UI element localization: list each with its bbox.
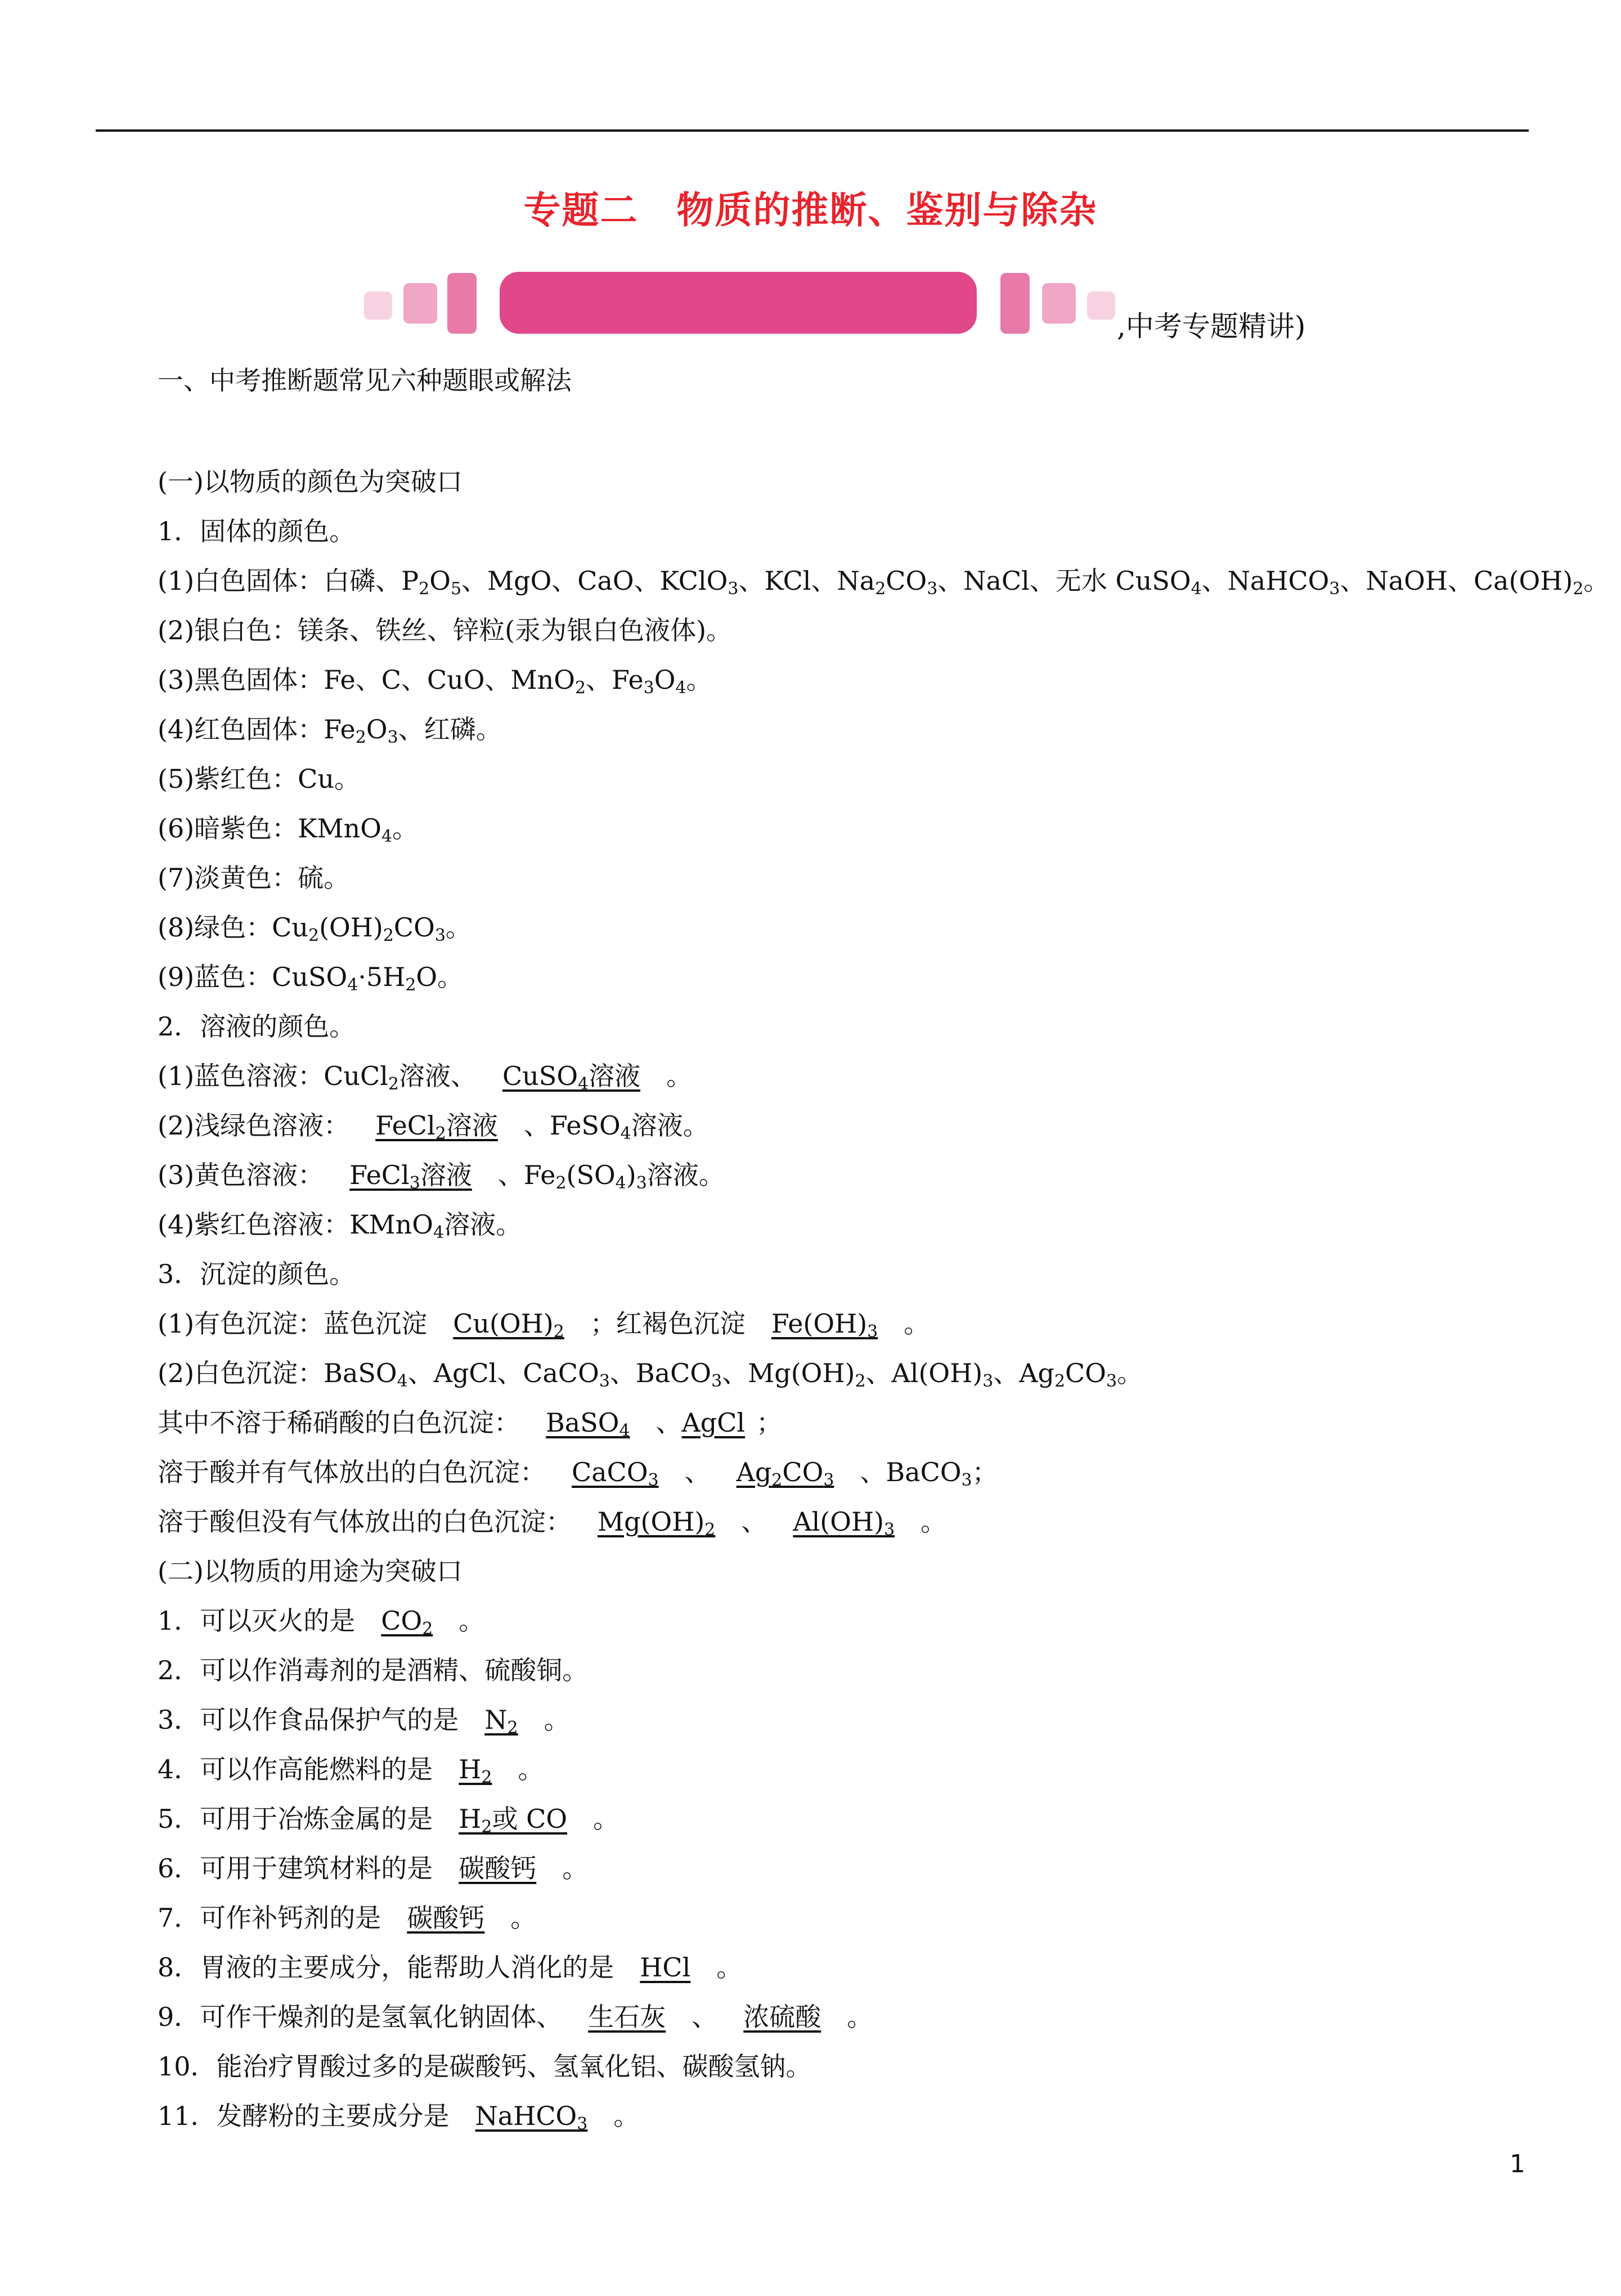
list-item: 2．可以作消毒剂的是酒精、硫酸铜。: [158, 1655, 589, 1685]
banner-square-5: [1042, 283, 1076, 324]
list-item: (9)蓝色：$CuSO_4\cdot 5H_2O$。: [158, 962, 464, 995]
list-item: (3)黄色溶液： FeCl$_3$溶液 、$Fe_2(SO_4)_3$溶液。: [158, 1155, 725, 1193]
answer-blank: $H_2$或 CO: [459, 1804, 568, 1837]
answer-blank: $Cu(OH)_2$: [453, 1308, 564, 1342]
answer-blank: $Al(OH)_3$: [793, 1506, 895, 1540]
answer-blank: $CO_2$: [381, 1606, 433, 1639]
banner-bar: [500, 272, 977, 334]
list-item: (1)有色沉淀：蓝色沉淀 $Cu(OH)_2$ ；红褐色沉淀 $Fe(OH)_3$ 。: [158, 1308, 930, 1342]
answer-blank: $H_2$: [459, 1754, 492, 1787]
list-item: (2)银白色：镁条、铁丝、锌粒(汞为银白色液体)。: [158, 615, 733, 645]
answer-blank: AgCl: [681, 1407, 746, 1438]
answer-blank: $Fe(OH)_3$: [771, 1308, 878, 1342]
banner-caption: ,中考专题精讲): [1117, 310, 1306, 343]
answer-blank: FeCl$_3$溶液: [349, 1160, 472, 1193]
list-item: 8．胃液的主要成分，能帮助人消化的是 HCl 。: [158, 1952, 743, 1983]
answer-blank: 碳酸钙: [407, 1903, 485, 1933]
banner-square-2: [403, 283, 437, 324]
banner-square-1: [364, 292, 392, 320]
answer-blank: CuSO$_4$溶液: [502, 1061, 641, 1094]
answer-blank: BaSO$_4$: [546, 1407, 630, 1441]
list-item: (4)红色固体：$Fe_2O_3$、红磷。: [158, 714, 502, 747]
list-item: (6)暗紫色：KMnO$_4$。: [158, 813, 419, 846]
answer-blank: $Mg(OH)_2$: [598, 1506, 716, 1540]
list-item: (7)淡黄色：硫。: [158, 863, 350, 893]
subsection-heading: (一)以物质的颜色为突破口: [158, 467, 462, 497]
list-item: (1)白色固体：白磷、$P_2O_5$、MgO、CaO、KClO$_3$、KCl、$Na_2CO_3$、NaCl、无水 CuSO$_4$、NaHCO$_3$、NaOH、$Ca(OH)_2$。: [158, 566, 1610, 599]
answer-blank: CaCO$_3$: [572, 1457, 659, 1490]
list-item: (5)紫红色：Cu。: [158, 764, 360, 794]
answer-blank: 生石灰: [588, 2002, 666, 2032]
list-item: 1．固体的颜色。: [158, 516, 356, 546]
page-number: 1: [1510, 2150, 1525, 2178]
list-item: 其中不溶于稀硝酸的白色沉淀： BaSO$_4$ 、AgCl ；: [158, 1407, 783, 1441]
list-item: (4)紫红色溶液：KMnO$_4$溶液。: [158, 1209, 522, 1243]
banner-square-4: [1000, 273, 1030, 334]
subsection-heading: (二)以物质的用途为突破口: [158, 1556, 462, 1586]
list-item: (8)绿色：$Cu_2(OH)_2CO_3$。: [158, 912, 472, 945]
banner-square-3: [447, 273, 477, 334]
list-item: 3．可以作食品保护气的是 $N_2$ 。: [158, 1705, 570, 1738]
list-item: (1)蓝色溶液：CuCl$_2$溶液、 CuSO$_4$溶液 。: [158, 1056, 692, 1094]
list-item: 4．可以作高能燃料的是 $H_2$ 。: [158, 1754, 544, 1787]
list-item: (2)白色沉淀：BaSO$_4$、AgCl、CaCO$_3$、BaCO$_3$、$Mg(OH)_2$、$Al(OH)_3$、$Ag_2CO_3$。: [158, 1358, 1143, 1391]
page-title: 专题二 物质的推断、鉴别与除杂: [523, 189, 1098, 232]
list-item: 1．可以灭火的是 $CO_2$ 。: [158, 1606, 485, 1639]
answer-blank: NaHCO$_3$: [475, 2101, 588, 2134]
list-item: 7．可作补钙剂的是 碳酸钙 。: [158, 1898, 536, 1935]
top-rule: [96, 129, 1529, 132]
list-item: (3)黑色固体：Fe、C、CuO、MnO$_2$、$Fe_3O_4$。: [158, 665, 712, 698]
list-item: 10．能治疗胃酸过多的是碳酸钙、氢氧化铝、碳酸氢钠。: [158, 2051, 812, 2082]
list-item: 11．发酵粉的主要成分是 NaHCO$_3$ 。: [158, 2101, 640, 2134]
list-item: 3．沉淀的颜色。: [158, 1259, 356, 1289]
answer-blank: 碳酸钙: [459, 1853, 537, 1884]
section-heading: 一、中考推断题常见六种题眼或解法: [158, 365, 572, 396]
list-item: 溶于酸但没有气体放出的白色沉淀： $Mg(OH)_2$ 、 $Al(OH)_3$ 。: [158, 1506, 947, 1540]
answer-blank: $N_2$: [484, 1705, 518, 1738]
list-item: 9．可作干燥剂的是氢氧化钠固体、 生石灰 、 浓硫酸 。: [158, 1997, 873, 2034]
list-item: (2)浅绿色溶液： FeCl$_2$溶液 、FeSO$_4$溶液。: [158, 1105, 709, 1143]
list-item: 5．可用于冶炼金属的是 $H_2$或 CO 。: [158, 1799, 619, 1837]
list-item: 2．溶液的颜色。: [158, 1011, 356, 1042]
answer-blank: FeCl$_2$溶液: [375, 1110, 498, 1143]
list-item: 溶于酸并有气体放出的白色沉淀： CaCO$_3$ 、 $Ag_2CO_3$ 、BaCO$_3$；: [158, 1457, 998, 1490]
list-item: 6．可用于建筑材料的是 碳酸钙 。: [158, 1848, 588, 1885]
answer-blank: HCl: [640, 1952, 691, 1983]
answer-blank: 浓硫酸: [743, 2002, 821, 2032]
banner-square-6: [1087, 292, 1115, 320]
answer-blank: $Ag_2CO_3$: [736, 1457, 834, 1490]
